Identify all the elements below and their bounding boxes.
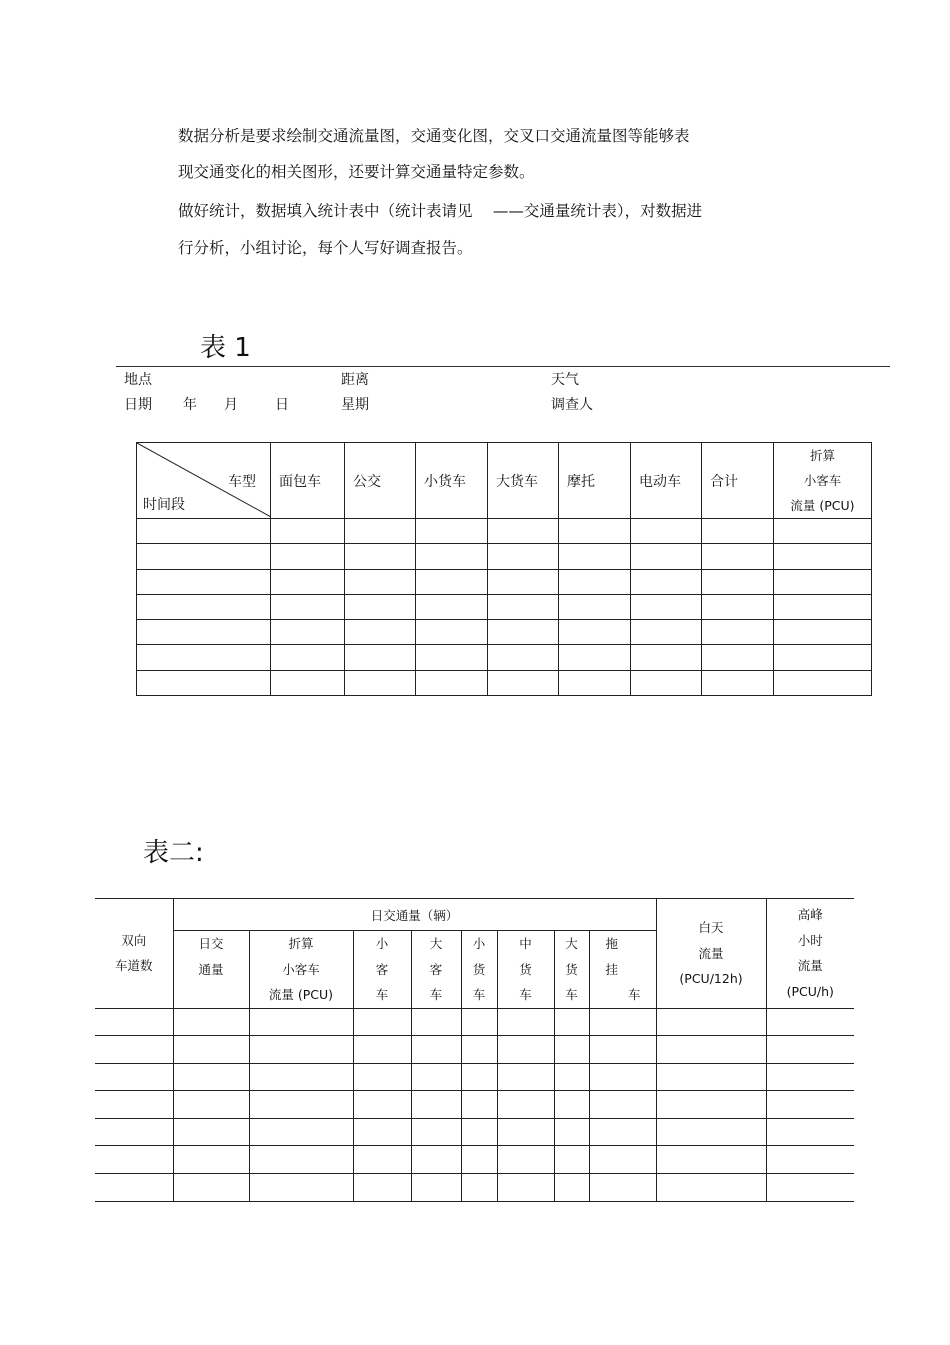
meta-month: 月 <box>224 397 238 413</box>
table-cell[interactable] <box>497 1008 554 1036</box>
table-cell[interactable] <box>249 1063 353 1091</box>
table-cell[interactable] <box>497 1091 554 1119</box>
table-cell[interactable] <box>461 1036 497 1064</box>
table-row <box>95 1036 854 1064</box>
table-cell[interactable] <box>631 569 702 594</box>
table-cell[interactable] <box>554 1063 589 1091</box>
table-cell[interactable] <box>95 1091 173 1119</box>
table-cell[interactable] <box>173 1036 249 1064</box>
table-cell[interactable] <box>559 670 631 695</box>
table-cell[interactable] <box>173 1091 249 1119</box>
table1-title: 表 1 <box>200 333 251 363</box>
col-header-peak-hour-flow <box>766 899 854 1009</box>
table-cell[interactable] <box>702 620 774 645</box>
table-cell[interactable] <box>271 519 345 544</box>
table-cell[interactable] <box>137 645 271 670</box>
table-cell[interactable] <box>416 670 488 695</box>
paragraph-line-4: 行分析，小组讨论，每个人写好调查报告。 <box>178 239 473 257</box>
header-line: 货 <box>472 961 486 977</box>
table-cell[interactable] <box>353 1146 411 1174</box>
table-cell[interactable] <box>345 645 416 670</box>
table-cell[interactable] <box>461 1174 497 1202</box>
col-header-trailer <box>589 931 656 1009</box>
table-row <box>95 1063 854 1091</box>
header-line: 客 <box>429 961 443 977</box>
col-header-daytime-flow <box>656 899 766 1009</box>
col-header-daily-volume-sub <box>173 931 249 1009</box>
col-header-lanes <box>95 899 173 1009</box>
col-header-total: 合计 <box>702 443 774 519</box>
table-cell[interactable] <box>461 1146 497 1174</box>
table-cell[interactable] <box>353 1091 411 1119</box>
table-cell[interactable] <box>497 1036 554 1064</box>
table-cell[interactable] <box>554 1008 589 1036</box>
table-cell[interactable] <box>488 670 559 695</box>
peak-line-4: (PCU/h) <box>786 983 834 999</box>
header-line: 小 <box>472 936 486 951</box>
table-cell[interactable] <box>656 1146 766 1174</box>
table-cell[interactable] <box>461 1008 497 1036</box>
header-line: 日交 <box>198 936 224 951</box>
meta-location: 地点 <box>124 372 152 388</box>
table-cell[interactable] <box>411 1146 461 1174</box>
header-line: 小客车 <box>282 961 320 977</box>
table-cell[interactable] <box>702 544 774 569</box>
table-cell[interactable] <box>345 569 416 594</box>
table-cell[interactable] <box>345 519 416 544</box>
col-header-large-truck <box>554 931 589 1009</box>
header-line: 小 <box>375 936 389 951</box>
table-row <box>137 544 872 569</box>
table-cell[interactable] <box>766 1063 854 1091</box>
table-cell[interactable] <box>271 594 345 619</box>
table-cell[interactable] <box>173 1146 249 1174</box>
table-cell[interactable] <box>631 670 702 695</box>
col-header-pcu <box>249 931 353 1009</box>
table-cell[interactable] <box>774 544 872 569</box>
table-cell[interactable] <box>766 1036 854 1064</box>
table-cell[interactable] <box>702 645 774 670</box>
table-row <box>137 594 872 619</box>
header-line: 挂 <box>605 961 619 977</box>
table-cell[interactable] <box>173 1063 249 1091</box>
table-cell[interactable] <box>249 1091 353 1119</box>
col-header-ebike: 电动车 <box>631 443 702 519</box>
table-cell[interactable] <box>631 519 702 544</box>
table-cell[interactable] <box>656 1174 766 1202</box>
table-cell[interactable] <box>589 1174 656 1202</box>
pcu-line-2: 小客车 <box>803 473 842 488</box>
meta-weekday: 星期 <box>341 397 369 413</box>
col-header-small-passenger <box>353 931 411 1009</box>
table-cell[interactable] <box>488 645 559 670</box>
table-cell[interactable] <box>416 519 488 544</box>
table-cell[interactable] <box>95 1008 173 1036</box>
table-row <box>137 645 872 670</box>
table-cell[interactable] <box>488 594 559 619</box>
header-line: 货 <box>519 961 532 977</box>
table-cell[interactable] <box>345 670 416 695</box>
table-cell[interactable] <box>416 594 488 619</box>
table-cell[interactable] <box>559 569 631 594</box>
table-cell[interactable] <box>137 569 271 594</box>
table-cell[interactable] <box>137 594 271 619</box>
table-cell[interactable] <box>554 1146 589 1174</box>
meta-year: 年 <box>183 397 197 413</box>
table-cell[interactable] <box>559 594 631 619</box>
table-cell[interactable] <box>416 569 488 594</box>
table2 <box>95 898 854 1202</box>
table-cell[interactable] <box>554 1036 589 1064</box>
pcu-line-1: 折算 <box>809 448 835 463</box>
table-cell[interactable] <box>173 1118 249 1146</box>
meta-distance: 距离 <box>341 372 369 388</box>
table-cell[interactable] <box>554 1174 589 1202</box>
table-cell[interactable] <box>353 1174 411 1202</box>
table-cell[interactable] <box>774 569 872 594</box>
table-cell[interactable] <box>656 1008 766 1036</box>
table-cell[interactable] <box>497 1118 554 1146</box>
table-cell[interactable] <box>249 1008 353 1036</box>
col-header-small-truck: 小货车 <box>416 443 488 519</box>
table-cell[interactable] <box>766 1118 854 1146</box>
table-cell[interactable] <box>702 670 774 695</box>
table-cell[interactable] <box>559 519 631 544</box>
pcu-line-3: 流量 (PCU) <box>790 498 855 513</box>
table-cell[interactable] <box>766 1174 854 1202</box>
table-cell[interactable] <box>488 620 559 645</box>
table-row <box>95 1146 854 1174</box>
table-row <box>95 1008 854 1036</box>
paragraph-line-2: 现交通变化的相关图形，还要计算交通量特定参数。 <box>178 163 535 181</box>
table-cell[interactable] <box>656 1091 766 1119</box>
col-header-medium-truck <box>497 931 554 1009</box>
table-row <box>137 620 872 645</box>
table-cell[interactable] <box>271 544 345 569</box>
table-cell[interactable] <box>411 1174 461 1202</box>
col-header-large-truck: 大货车 <box>488 443 559 519</box>
table-cell[interactable] <box>559 645 631 670</box>
table-cell[interactable] <box>416 544 488 569</box>
table-cell[interactable] <box>497 1174 554 1202</box>
table-cell[interactable] <box>589 1063 656 1091</box>
table-cell[interactable] <box>774 620 872 645</box>
table-cell[interactable] <box>137 544 271 569</box>
table-cell[interactable] <box>345 594 416 619</box>
paragraph-line-3: 做好统计，数据填入统计表中（统计表请见 ——交通量统计表），对数据进 <box>178 202 703 220</box>
table-cell[interactable] <box>702 569 774 594</box>
table-cell[interactable] <box>461 1063 497 1091</box>
meta-day: 日 <box>275 397 289 413</box>
table-cell[interactable] <box>488 519 559 544</box>
table-cell[interactable] <box>173 1174 249 1202</box>
table1-rule <box>116 366 890 367</box>
table-cell[interactable] <box>497 1063 554 1091</box>
table-cell[interactable] <box>656 1063 766 1091</box>
table-cell[interactable] <box>249 1036 353 1064</box>
table-cell[interactable] <box>353 1008 411 1036</box>
table-cell[interactable] <box>774 519 872 544</box>
peak-line-3: 流量 <box>797 958 823 974</box>
table-cell[interactable] <box>589 1146 656 1174</box>
table-cell[interactable] <box>95 1174 173 1202</box>
table-cell[interactable] <box>411 1091 461 1119</box>
table1 <box>136 442 872 696</box>
table-cell[interactable] <box>345 544 416 569</box>
table-cell[interactable] <box>554 1091 589 1119</box>
table-cell[interactable] <box>559 544 631 569</box>
table-cell[interactable] <box>554 1118 589 1146</box>
col-header-small-truck <box>461 931 497 1009</box>
header-line: 大 <box>565 936 578 951</box>
table-row <box>137 519 872 544</box>
table-cell[interactable] <box>766 1008 854 1036</box>
table-cell[interactable] <box>589 1008 656 1036</box>
table-cell[interactable] <box>416 645 488 670</box>
col-header-large-passenger <box>411 931 461 1009</box>
table-cell[interactable] <box>656 1118 766 1146</box>
table-cell[interactable] <box>702 519 774 544</box>
table2-title: 表二: <box>143 838 204 868</box>
table1-corner-cell <box>137 443 271 519</box>
table-cell[interactable] <box>631 620 702 645</box>
table-cell[interactable] <box>95 1063 173 1091</box>
table-cell[interactable] <box>766 1146 854 1174</box>
table-cell[interactable] <box>95 1036 173 1064</box>
header-line: 客 <box>375 961 389 977</box>
daytime-line-1: 白天 <box>698 920 724 935</box>
table-row <box>95 1174 854 1202</box>
table-cell[interactable] <box>345 620 416 645</box>
table-row <box>137 569 872 594</box>
corner-time-period-label: 时间段 <box>143 497 185 513</box>
table-cell[interactable] <box>353 1036 411 1064</box>
header-line: 车 <box>615 987 641 1002</box>
col-header-bus: 公交 <box>345 443 416 519</box>
table-row <box>95 1091 854 1119</box>
table-cell[interactable] <box>137 620 271 645</box>
header-line: 车 <box>565 987 578 1002</box>
table-cell[interactable] <box>774 670 872 695</box>
table-cell[interactable] <box>589 1036 656 1064</box>
table-cell[interactable] <box>461 1091 497 1119</box>
col-header-minibus: 面包车 <box>271 443 345 519</box>
table-cell[interactable] <box>95 1146 173 1174</box>
table-cell[interactable] <box>589 1091 656 1119</box>
header-line: 车 <box>375 987 389 1002</box>
table-cell[interactable] <box>411 1063 461 1091</box>
table-cell[interactable] <box>95 1118 173 1146</box>
daytime-line-3: (PCU/12h) <box>679 971 743 986</box>
table-cell[interactable] <box>559 620 631 645</box>
header-line: 车 <box>519 987 532 1002</box>
table-cell[interactable] <box>411 1008 461 1036</box>
table-cell[interactable] <box>249 1118 353 1146</box>
meta-date: 日期 <box>124 397 152 413</box>
header-line: 通量 <box>198 961 224 977</box>
col-header-daily-volume: 日交通量（辆） <box>173 899 656 931</box>
header-line: 车 <box>472 987 486 1002</box>
table-cell[interactable] <box>774 645 872 670</box>
table-cell[interactable] <box>461 1118 497 1146</box>
lanes-line-1: 双向 <box>121 932 147 948</box>
table-cell[interactable] <box>353 1063 411 1091</box>
table-cell[interactable] <box>774 594 872 619</box>
header-line: 拖 <box>605 936 619 951</box>
table-cell[interactable] <box>173 1008 249 1036</box>
table-cell[interactable] <box>271 620 345 645</box>
table-cell[interactable] <box>702 594 774 619</box>
header-line: 货 <box>565 961 578 977</box>
table-cell[interactable] <box>631 544 702 569</box>
peak-line-2: 小时 <box>797 932 823 948</box>
table-cell[interactable] <box>631 594 702 619</box>
table-cell[interactable] <box>656 1036 766 1064</box>
col-header-motorcycle: 摩托 <box>559 443 631 519</box>
table-cell[interactable] <box>416 620 488 645</box>
header-line: 流量 (PCU) <box>268 987 334 1002</box>
daytime-line-2: 流量 <box>698 945 724 961</box>
table-cell[interactable] <box>766 1091 854 1119</box>
header-line: 中 <box>519 936 532 951</box>
header-line: 大 <box>429 936 443 951</box>
table-cell[interactable] <box>137 670 271 695</box>
table-cell[interactable] <box>137 519 271 544</box>
table-cell[interactable] <box>589 1118 656 1146</box>
corner-vehicle-type-label: 车型 <box>228 474 256 490</box>
table-cell[interactable] <box>249 1174 353 1202</box>
table-row <box>137 670 872 695</box>
paragraph-line-1: 数据分析是要求绘制交通流量图，交通变化图，交叉口交通流量图等能够表 <box>178 127 690 145</box>
table-cell[interactable] <box>271 670 345 695</box>
lanes-line-2: 车道数 <box>114 958 153 974</box>
table-cell[interactable] <box>488 544 559 569</box>
table-cell[interactable] <box>411 1118 461 1146</box>
table-cell[interactable] <box>353 1118 411 1146</box>
table-row <box>95 1118 854 1146</box>
header-line: 折算 <box>288 936 314 951</box>
col-header-pcu <box>774 443 872 519</box>
table-cell[interactable] <box>249 1146 353 1174</box>
table-cell[interactable] <box>271 645 345 670</box>
table-cell[interactable] <box>497 1146 554 1174</box>
header-line: 车 <box>429 987 443 1002</box>
table-cell[interactable] <box>271 569 345 594</box>
table-cell[interactable] <box>411 1036 461 1064</box>
table-cell[interactable] <box>488 569 559 594</box>
peak-line-1: 高峰 <box>797 907 823 923</box>
meta-surveyor: 调查人 <box>551 397 593 413</box>
table-cell[interactable] <box>631 645 702 670</box>
meta-weather: 天气 <box>551 372 579 388</box>
